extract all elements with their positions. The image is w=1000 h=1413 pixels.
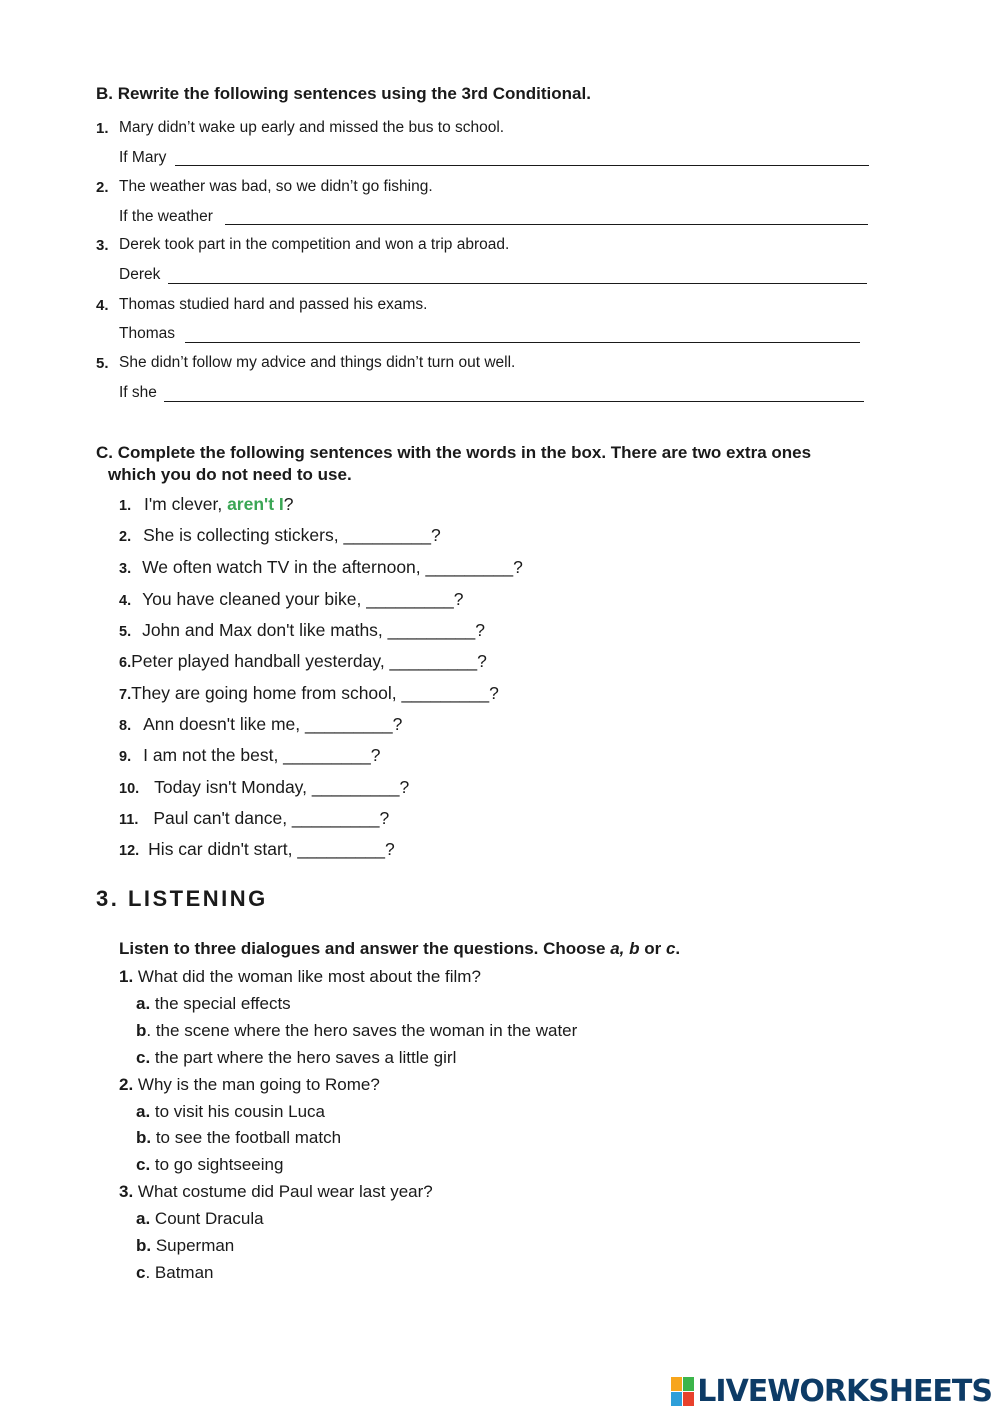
b-item-sentence: Thomas studied hard and passed his exams. [119, 296, 428, 313]
section-c-title-line1: C. Complete the following sentences with the words in the box. There are two extra ones [96, 443, 812, 462]
b-item-number: 1. [96, 120, 109, 137]
c-item [119, 525, 441, 546]
c-item-number: 5. [119, 624, 132, 640]
c-item-answer: aren't I [227, 494, 284, 514]
c-item-text: His car didn't start, _________? [148, 839, 395, 859]
instruction-choice-ab: a, b [610, 939, 640, 958]
b-item-lead: If the weather [119, 208, 213, 225]
question-text: Why is the man going to Rome? [133, 1075, 380, 1094]
option-text: to visit his cousin Luca [150, 1102, 325, 1121]
c-item-number: 12. [119, 843, 140, 859]
c-item [119, 745, 381, 766]
c-item-text: She is collecting stickers, _________? [143, 525, 441, 545]
listening-option[interactable] [136, 1128, 341, 1148]
option-letter: a. [136, 1102, 151, 1121]
c-item-text: We often watch TV in the afternoon, _________? [142, 557, 523, 577]
listening-question [119, 967, 481, 987]
option-text: the part where the hero saves a little girl [150, 1048, 457, 1067]
c-item-number: 11. [119, 812, 139, 828]
listening-option[interactable] [136, 1021, 577, 1041]
option-text: Count Dracula [150, 1209, 264, 1228]
section-b-title: B. Rewrite the following sentences using the 3rd Conditional. [96, 84, 591, 103]
b-item-sentence: She didn’t follow my advice and things didn’t turn out well. [119, 354, 516, 371]
logo-text: LIVEWORKSHEETS [697, 1374, 992, 1409]
c-item-end: ? [283, 494, 294, 514]
option-text: . the scene where the hero saves the woman in the water [146, 1021, 578, 1040]
c-item [119, 589, 464, 610]
b-answer-line[interactable] [185, 342, 860, 343]
listening-instruction [119, 939, 680, 959]
listening-option[interactable] [136, 1263, 214, 1283]
option-letter: b. [136, 1128, 152, 1147]
c-item-number: 3. [119, 561, 132, 577]
c-item [119, 683, 499, 704]
b-item-lead: Derek [119, 266, 161, 283]
b-item-number: 2. [96, 179, 109, 196]
b-answer-line[interactable] [164, 401, 864, 402]
c-item-number: 9. [119, 749, 132, 765]
c-item-number: 2. [119, 529, 132, 545]
b-item-lead: If she [119, 384, 157, 401]
c-item-number: 7. [119, 687, 132, 703]
instruction-end: . [675, 939, 681, 958]
listening-question [119, 1075, 380, 1095]
b-item-sentence: The weather was bad, so we didn’t go fishing. [119, 178, 433, 195]
b-item-number: 3. [96, 237, 109, 254]
listening-option[interactable] [136, 1236, 234, 1256]
c-item-text: I'm clever, [143, 494, 228, 514]
b-item-lead: Thomas [119, 325, 175, 342]
b-item-sentence: Mary didn’t wake up early and missed the bus to school. [119, 119, 505, 136]
c-item [119, 651, 487, 672]
b-item-number: 5. [96, 355, 109, 372]
listening-question [119, 1182, 433, 1202]
c-item [119, 839, 395, 860]
b-item-sentence: Derek took part in the competition and won a trip abroad. [119, 236, 510, 253]
c-item-text: Paul can't dance, _________? [153, 808, 390, 828]
c-item-text: I am not the best, _________? [143, 745, 381, 765]
c-item-number: 10. [119, 781, 140, 797]
c-item [119, 714, 402, 735]
option-letter: b. [136, 1236, 152, 1255]
c-item [119, 808, 389, 829]
option-letter: a. [136, 994, 151, 1013]
c-item-text: Peter played handball yesterday, _________? [131, 651, 487, 671]
c-item [119, 494, 293, 515]
question-number: 3. [119, 1182, 134, 1201]
option-letter: c. [136, 1155, 151, 1174]
option-letter: a. [136, 1209, 151, 1228]
listening-heading: 3. LISTENING [96, 886, 268, 911]
c-item [119, 557, 523, 578]
listening-option[interactable] [136, 1155, 283, 1175]
c-item-number: 8. [119, 718, 132, 734]
section-c-title-line2: which you do not need to use. [108, 465, 352, 484]
question-number: 1. [119, 967, 134, 986]
c-item [119, 620, 485, 641]
b-item-lead: If Mary [119, 149, 167, 166]
instruction-or: or [639, 939, 666, 958]
instruction-choice-c: c [665, 939, 676, 958]
option-text: the special effects [150, 994, 291, 1013]
liveworksheets-logo-icon [671, 1377, 695, 1407]
question-text: What did the woman like most about the film? [133, 967, 481, 986]
c-item-text: They are going home from school, _________? [131, 683, 499, 703]
option-text: Superman [151, 1236, 235, 1255]
option-letter: b [136, 1021, 147, 1040]
c-item-number: 4. [119, 593, 132, 609]
c-item-text: Today isn't Monday, _________? [154, 777, 410, 797]
c-item [119, 777, 409, 798]
option-text: to see the football match [151, 1128, 342, 1147]
c-item-number: 6. [119, 655, 132, 671]
question-number: 2. [119, 1075, 134, 1094]
option-text: to go sightseeing [150, 1155, 284, 1174]
option-text: . Batman [145, 1263, 214, 1282]
c-item-text: You have cleaned your bike, _________? [142, 589, 464, 609]
listening-option[interactable] [136, 994, 291, 1014]
option-letter: c. [136, 1048, 151, 1067]
liveworksheets-logo[interactable] [671, 1374, 992, 1409]
option-letter: c [136, 1263, 146, 1282]
c-item-text: John and Max don't like maths, _________? [142, 620, 485, 640]
b-answer-line[interactable] [175, 165, 869, 166]
question-text: What costume did Paul wear last year? [133, 1182, 433, 1201]
c-item-number: 1. [119, 498, 132, 514]
listening-option[interactable] [136, 1048, 456, 1068]
section-c-title [96, 442, 811, 486]
listening-option[interactable] [136, 1102, 325, 1122]
b-item-number: 4. [96, 297, 109, 314]
instruction-text: Listen to three dialogues and answer the questions. Choose [119, 939, 611, 958]
c-item-text: Ann doesn't like me, _________? [143, 714, 403, 734]
b-answer-line[interactable] [168, 283, 867, 284]
listening-option[interactable] [136, 1209, 264, 1229]
b-answer-line[interactable] [225, 224, 868, 225]
